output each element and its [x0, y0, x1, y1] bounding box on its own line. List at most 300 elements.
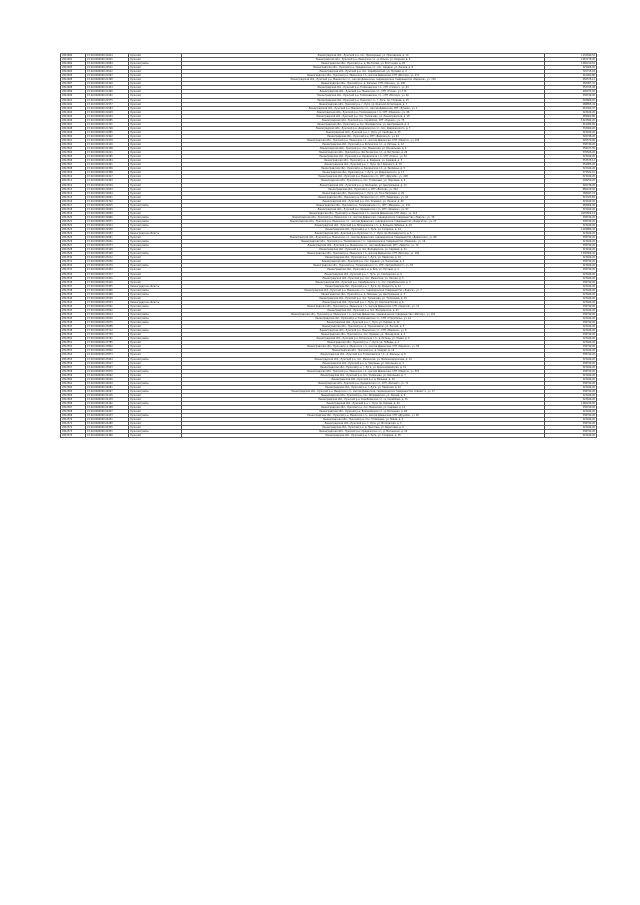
cadastral-number-cell: 47:29:0000000:21490: [86, 90, 129, 94]
row-number-cell: 2812539: [61, 292, 86, 296]
cadastral-value-cell: 323449,20: [545, 256, 597, 260]
district-cell: Лужский: [129, 410, 182, 414]
address-cell: Ленинградская обл., Лужский р-н, Толмачевское г.п., д. Жельцы, д. 8: [182, 353, 545, 357]
district-cell: Лужский: [129, 333, 182, 337]
district-cell: Лужский: [129, 70, 182, 74]
cadastral-number-cell: 47:29:0000000:21561: [86, 94, 129, 98]
address-cell: Ленинградская обл., Лужский р-н, д. Вяжище, д. 14: [182, 377, 545, 381]
row-number-cell: 2812511: [61, 179, 86, 183]
address-cell: Ленинградская обл., Лужский р-н, Волошовское с.п., д. Большое Забелье, д. 19: [182, 223, 545, 227]
address-cell: Ленинградская обл., Лужский р-н, Толмачевское г.п., СНТ «Мшинка», уч. 66: [182, 110, 545, 114]
address-cell: Ленинградская обл., Лужский р-н, Мшинское с.п., массив Дивенская, садоводческое товарищество «Метеор», уч. 102: [182, 313, 545, 317]
address-cell: Ленинградская обл., Лужский р-н, Волошовское с.п., д. Волошово, д. 48: [182, 410, 545, 414]
row-number-cell: 2812542: [61, 304, 86, 308]
address-cell: Ленинградская обл., Лужский р-н, г. Луга, ул. Красноармейская, д. 31: [182, 365, 545, 369]
cadastral-number-cell: 47:29:0000000:23688: [86, 325, 129, 329]
district-cell: Лужский район: [129, 317, 182, 321]
cadastral-number-cell: 47:29:0000000:22930: [86, 228, 129, 232]
district-cell: Лужский: [129, 191, 182, 195]
cadastral-number-cell: 47:29:0000000:23970: [86, 369, 129, 373]
address-cell: Ленинградская обл., Лужский р-н, Толмачевское г.п., СНТ «Восход», уч. 40: [182, 94, 545, 98]
district-cell: Лужский район: [129, 337, 182, 341]
cadastral-value-cell: 326748,20: [545, 183, 597, 187]
district-cell: Лужский: [129, 147, 182, 151]
address-cell: Ленинградская обл., Лужский р-н, Мшинское с.п., массив Дивенская, СНТ «Дружба», уч. 90: [182, 414, 545, 418]
address-cell: Ленинградская обл., Лужский р-н, пос. Толмачево, ул. Парковая, д. 6: [182, 179, 545, 183]
cadastral-number-cell: 47:29:0000000:23712: [86, 329, 129, 333]
cadastral-number-cell: 47:29:0000000:22198: [86, 147, 129, 151]
district-cell: Лужский район: [129, 402, 182, 406]
row-number-cell: 2812508: [61, 167, 86, 171]
row-number-cell: 2812552: [61, 345, 86, 349]
cadastral-number-cell: 47:29:0000000:22691: [86, 195, 129, 199]
row-number-cell: 2812541: [61, 300, 86, 304]
cadastral-value-cell: 323449,20: [545, 175, 597, 179]
district-cell: Лужский: [129, 78, 182, 82]
cadastral-value-cell: 661302,47: [545, 106, 597, 110]
address-cell: Ленинградская обл., Лужский р-н, Толмачевское г.п., СНТ «Мшинка», уч. 231: [182, 203, 545, 207]
row-number-cell: 2812550: [61, 337, 86, 341]
address-cell: Ленинградская обл., Лужский р-н, Мшинское с.п., массив Дивенская, СНТ «Березка», уч. 58: [182, 345, 545, 349]
cadastral-number-cell: 47:29:0000000:22957: [86, 232, 129, 236]
district-cell: Лужский: [129, 325, 182, 329]
row-number-cell: 2812491: [61, 98, 86, 102]
cadastral-value-cell: 1260240,00: [545, 402, 597, 406]
address-cell: Ленинградская обл., Лужский р-н, г. Луга, ул. Дзержинского, д. 17: [182, 171, 545, 175]
address-cell: Ленинградская обл., Лужский р-н, Толмачевское г.п., СНТ «Автомобилист», уч. 55: [182, 264, 545, 268]
address-cell: Ленинградская обл., Лужский р-н, Мшинское с.п., СНТ «Тосна», уч. 174: [182, 90, 545, 94]
row-number-cell: 2812495: [61, 114, 86, 118]
cadastral-value-cell: 338749,20: [545, 244, 597, 248]
address-cell: Ленинградская обл., Лужский р-н, д. Волошово, ул. Центральная, д. 14: [182, 183, 545, 187]
cadastral-number-cell: 47:29:0000000:23761: [86, 337, 129, 341]
row-number-cell: 2812506: [61, 159, 86, 163]
district-cell: Лужский район: [129, 381, 182, 385]
address-cell: Ленинградская обл., Лужский р-н, Мшинское с.п., массив Дивенская, СНТ «Ладога», уч. 301: [182, 369, 545, 373]
address-cell: Ленинградская обл., Лужский р-н, Оредежское с.п., СНТ «Ключ», уч. 52: [182, 155, 545, 159]
cadastral-number-cell: 47:29:0000000:21434: [86, 86, 129, 90]
row-number-cell: 2812530: [61, 256, 86, 260]
row-number-cell: 2812559: [61, 373, 86, 377]
address-cell: Ленинградская обл., Лужский р-н, пос. Толмачево, ул. Новая, д. 2: [182, 418, 545, 422]
address-cell: Ленинградская обл., Лужский р-н, пос. Володарское, д. 21: [182, 308, 545, 312]
cadastral-value-cell: 338749,20: [545, 143, 597, 147]
cadastral-value-cell: 338749,20: [545, 333, 597, 337]
district-cell: Ленинградская область: [129, 232, 182, 236]
row-number-cell: 2812486: [61, 78, 86, 82]
cadastral-number-cell: 47:29:0000000:24081: [86, 385, 129, 389]
cadastral-number-cell: 47:29:0000000:23840: [86, 349, 129, 353]
cadastral-number-cell: 47:29:0000000:21575: [86, 98, 129, 102]
address-cell: Ленинградская обл., Лужский р-н, д. Пристань, ул. Береговая, д. 6: [182, 426, 545, 430]
cadastral-value-cell: 323449,20: [545, 240, 597, 244]
cadastral-value-cell: 338749,20: [545, 406, 597, 410]
row-number-cell: 2812502: [61, 143, 86, 147]
district-cell: Лужский: [129, 74, 182, 78]
cadastral-value-cell: 323449,20: [545, 155, 597, 159]
cadastral-number-cell: 47:29:0000000:24360: [86, 434, 129, 438]
district-cell: Лужский: [129, 179, 182, 183]
address-cell: Ленинградская обл., Лужский р-н, пос. Серебрянский, ул. Луговая, д. 4: [182, 70, 545, 74]
cadastral-value-cell: 323449,20: [545, 288, 597, 292]
cadastral-value-cell: 323449,20: [545, 337, 597, 341]
district-cell: Лужский: [129, 138, 182, 142]
row-number-cell: 2812527: [61, 244, 86, 248]
row-number-cell: 2812497: [61, 122, 86, 126]
address-cell: Ленинградская обл., Лужский р-н, г. Луга, ул. Кирова, д. 22: [182, 321, 545, 325]
address-cell: Ленинградская обл., Лужский р-н, д. Заклинье, ул. Школьная, д. 3: [182, 361, 545, 365]
district-cell: Лужский: [129, 341, 182, 345]
district-cell: Лужский: [129, 308, 182, 312]
cadastral-number-cell: 47:29:0000000:22368: [86, 171, 129, 175]
cadastral-value-cell: 1330560,41: [545, 252, 597, 256]
address-cell: Ленинградская обл., Лужский р-н, пос. Оредеж, ул. Пионерская, д. 2: [182, 333, 545, 337]
district-cell: Лужский: [129, 406, 182, 410]
cadastral-value-cell: 889129,92: [545, 187, 597, 191]
district-cell: Лужский: [129, 211, 182, 215]
district-cell: Лужский: [129, 296, 182, 300]
cadastral-value-cell: 323449,20: [545, 397, 597, 401]
cadastral-number-cell: 47:29:0000000:23073: [86, 244, 129, 248]
row-number-cell: 2812514: [61, 191, 86, 195]
address-cell: Ленинградская обл., Лужский р-н, Ретюнское с.п., д. Ретюнь, д. 12: [182, 143, 545, 147]
district-cell: Лужский: [129, 94, 182, 98]
row-number-cell: 2812487: [61, 82, 86, 86]
address-cell: Ленинградская обл., Лужский р-н, Толмачевское г.п., садоводческое товарищество «Мшинка», уч. 16: [182, 240, 545, 244]
cadastral-number-cell: 47:29:0000000:22871: [86, 219, 129, 223]
district-cell: Лужский район: [129, 244, 182, 248]
cadastral-value-cell: 1132590,53: [545, 54, 597, 58]
cadastral-number-cell: 47:29:0000000:23630: [86, 317, 129, 321]
district-cell: Лужский: [129, 110, 182, 114]
cadastral-number-cell: 47:29:0000000:23873: [86, 353, 129, 357]
row-number-cell: 2812490: [61, 94, 86, 98]
address-cell: Ленинградская обл., Лужский р-н, Оредежское с.п., СНТ «Оредеж», уч. 97: [182, 207, 545, 211]
row-number-cell: 2812546: [61, 321, 86, 325]
district-cell: Лужский: [129, 102, 182, 106]
district-cell: Лужский район: [129, 223, 182, 227]
cadastral-number-cell: 47:29:0000000:22417: [86, 175, 129, 179]
row-number-cell: 2812498: [61, 126, 86, 130]
row-number-cell: 2812534: [61, 272, 86, 276]
cadastral-value-cell: 768497,74: [545, 191, 597, 195]
cadastral-value-cell: 338749,20: [545, 345, 597, 349]
address-cell: Ленинградская обл., Лужский р-н, Мшинское с.п., массив Дивенская, садоводческое товарищество «Ладога», уч. 39: [182, 215, 545, 219]
cadastral-value-cell: 338749,20: [545, 389, 597, 393]
address-cell: Ленинградская обл., Лужский р-н, пос. Мшинская, ул. Вокзальная, д. 9: [182, 147, 545, 151]
cadastral-value-cell: 323449,20: [545, 325, 597, 329]
cadastral-value-cell: 323449,20: [545, 393, 597, 397]
district-cell: Лужский: [129, 163, 182, 167]
address-cell: Ленинградская обл., Лужский р-н, Мшинское с.п., массив Дивенская, садоводческое товарищество «Березка», уч. 139: [182, 78, 545, 82]
address-cell: Ленинградская обл., Лужский р-н, д. Каменка, ул. Садовая, д. 3: [182, 159, 545, 163]
cadastral-number-cell: 47:29:0000000:22815: [86, 203, 129, 207]
cadastral-value-cell: 288855,44: [545, 102, 597, 106]
cadastral-value-cell: 323449,20: [545, 296, 597, 300]
address-cell: Ленинградская обл., Лужский р-н, Ям-Тесовское с.п., д. Ям-Тесово, д. 26: [182, 151, 545, 155]
district-cell: Ленинградская область: [129, 284, 182, 288]
district-cell: Лужский: [129, 126, 182, 130]
cadastral-number-cell: 47:29:0000000:22702: [86, 199, 129, 203]
cadastral-number-cell: 47:29:0000000:21865: [86, 130, 129, 134]
cadastral-number-cell: 47:29:0000000:22913: [86, 223, 129, 227]
cadastral-value-cell: 450575,12: [545, 78, 597, 82]
cadastral-value-cell: 323449,20: [545, 264, 597, 268]
address-cell: Ленинградская обл., Лужский р-н, пос. Володарское, ул. Садовая, д. 11: [182, 248, 545, 252]
cadastral-value-cell: 323449,20: [545, 167, 597, 171]
address-cell: Ленинградская обл., Лужский р-н, г. Луга, ул. Московская, д. 3: [182, 422, 545, 426]
address-cell: Ленинградская обл., Лужский р-н, г. Луга, ул. Нарвская, д. 10: [182, 256, 545, 260]
cadastral-number-cell: 47:29:0000000:21902: [86, 134, 129, 138]
row-number-cell: 2812523: [61, 228, 86, 232]
cadastral-value-cell: 338749,20: [545, 304, 597, 308]
cadastral-number-cell: 47:29:0000000:22603: [86, 187, 129, 191]
cadastral-value-cell: 1322582,20: [545, 118, 597, 122]
cadastral-number-cell: 47:29:0000000:23256: [86, 260, 129, 264]
district-cell: Лужский: [129, 82, 182, 86]
district-cell: Лужский: [129, 353, 182, 357]
cadastral-number-cell: 47:29:0000000:23212: [86, 256, 129, 260]
row-number-cell: 2812521: [61, 219, 86, 223]
cadastral-value-cell: 323449,20: [545, 410, 597, 414]
district-cell: Лужский: [129, 199, 182, 203]
address-cell: Ленинградская обл., Лужский р-н, г. Луга, ул. Нарвская, д. 22: [182, 385, 545, 389]
address-cell: Ленинградская обл., Лужский р-н, г. Луга, ул. Смоленская, д. 9: [182, 272, 545, 276]
row-number-cell: 2812531: [61, 260, 86, 264]
address-cell: Ленинградская обл., Лужский р-н, Дзержинское с.п., пос. Дзержинского, д. 7: [182, 126, 545, 130]
row-number-cell: 2812500: [61, 134, 86, 138]
district-cell: Лужский район: [129, 369, 182, 373]
district-cell: Лужский район: [129, 321, 182, 325]
cadastral-number-cell: 47:29:0000000:21609: [86, 110, 129, 114]
cadastral-value-cell: 570526,20: [545, 151, 597, 155]
address-cell: Ленинградская обл., Лужский р-н, Мшинское с.п., массив Дивенская, СНТ «Энергия», уч. 12: [182, 304, 545, 308]
cadastral-value-cell: 338749,20: [545, 414, 597, 418]
row-number-cell: 2812543: [61, 308, 86, 312]
cadastral-value-cell: 2235562,19: [545, 211, 597, 215]
cadastral-number-cell: 47:29:0000000:23561: [86, 304, 129, 308]
cadastral-number-cell: 47:29:0000000:22840: [86, 211, 129, 215]
cadastral-number-cell: 47:29:0000000:24026: [86, 377, 129, 381]
cadastral-number-cell: 47:29:0000000:23785: [86, 341, 129, 345]
address-cell: Ленинградская обл., Лужский р-н, Ретюнское с.п., д. Ретюнь, ул. Новая, д. 6: [182, 337, 545, 341]
cadastral-number-cell: 47:29:0000000:24305: [86, 426, 129, 430]
address-cell: Ленинградская обл., Лужский р-н, г. Луга, пр. Урицкого, д. 12: [182, 284, 545, 288]
cadastral-value-cell: 354905,20: [545, 163, 597, 167]
district-cell: Лужский: [129, 280, 182, 284]
row-number-cell: 2812519: [61, 211, 86, 215]
address-cell: Ленинградская обл., Лужский р-н, Толмачевское г.п., СНТ «Строитель», уч. 14: [182, 317, 545, 321]
row-number-cell: 2812532: [61, 264, 86, 268]
address-cell: Ленинградская обл., Лужский р-н, СНТ «Березка-2», уч. 44: [182, 134, 545, 138]
address-cell: Ленинградская обл., Лужский р-н, Лужское г.п., г. Луга, пр. Володарского, д. 5: [182, 232, 545, 236]
cadastral-number-cell: 47:29:0000000:23739: [86, 333, 129, 337]
address-cell: Ленинградская обл., Лужский р-н, д. Бор, ул. Луговая, д. 2: [182, 268, 545, 272]
cadastral-number-cell: 47:29:0000000:24115: [86, 393, 129, 397]
address-cell: Ленинградская обл., Лужский р-н, пос. Володарское, ул. Центральная, д. 4: [182, 122, 545, 126]
row-number-cell: 2812537: [61, 284, 86, 288]
address-cell: Ленинградская обл., Лужский р-н, Мшинское с.п., СНТ «Дружба», уч. 218: [182, 175, 545, 179]
address-cell: Ленинградская обл., Лужский р-н, д. Пехенец, ул. Центральная, д. 3: [182, 292, 545, 296]
row-number-cell: 2812565: [61, 397, 86, 401]
cadastral-number-cell: 47:29:0000000:22120: [86, 143, 129, 147]
cadastral-value-cell: 323449,20: [545, 377, 597, 381]
district-cell: Лужский район: [129, 357, 182, 361]
row-number-cell: 2812536: [61, 280, 86, 284]
row-number-cell: 2812522: [61, 223, 86, 227]
cadastral-value-cell: 338749,20: [545, 313, 597, 317]
cadastral-number-cell: 47:29:0000000:24233: [86, 414, 129, 418]
cadastral-number-cell: 47:29:0000000:22265: [86, 155, 129, 159]
row-number-cell: 2812569: [61, 414, 86, 418]
cadastral-value-cell: 323449,20: [545, 276, 597, 280]
address-cell: Ленинградская обл., Лужский р-н, пос. Оредеж, ул. Некрасова, д. 4: [182, 260, 545, 264]
cadastral-number-cell: 47:29:0000000:21577: [86, 102, 129, 106]
address-cell: Ленинградская обл., Лужский р-н, Мшинское с.п., массив Дивенская, садоводческое товарищество «Дивенская», уч. 88: [182, 236, 545, 240]
cadastral-number-cell: 47:29:0000000:23675: [86, 321, 129, 325]
document-page: [60, 53, 595, 438]
cadastral-value-cell: 338749,20: [545, 236, 597, 240]
cadastral-value-cell: 323449,20: [545, 223, 597, 227]
district-cell: Лужский: [129, 155, 182, 159]
cadastral-value-cell: 323449,20: [545, 317, 597, 321]
district-cell: Лужский: [129, 134, 182, 138]
row-number-cell: 2812482: [61, 62, 86, 66]
row-number-cell: 2812526: [61, 240, 86, 244]
address-cell: Ленинградская обл., Лужский р-н, Оредежское с.п., СНТ «Рассвет», уч. 71: [182, 381, 545, 385]
row-number-cell: 2812556: [61, 361, 86, 365]
cadastral-value-cell: 520570,00: [545, 138, 597, 142]
district-cell: Лужский: [129, 167, 182, 171]
cadastral-value-cell: 323449,20: [545, 341, 597, 345]
row-number-cell: 2812524: [61, 232, 86, 236]
district-cell: Лужский: [129, 365, 182, 369]
cadastral-number-cell: 47:29:0000000:24097: [86, 389, 129, 393]
cadastral-value-cell: 353315,28: [545, 86, 597, 90]
cadastral-value-cell: 323449,20: [545, 434, 597, 438]
row-number-cell: 2812564: [61, 393, 86, 397]
district-cell: Лужский район: [129, 292, 182, 296]
district-cell: Лужский район: [129, 430, 182, 434]
cadastral-value-cell: 338749,20: [545, 369, 597, 373]
cadastral-value-cell: 323449,20: [545, 373, 597, 377]
row-number-cell: 2812561: [61, 381, 86, 385]
cadastral-value-cell: 373522,10: [545, 171, 597, 175]
district-cell: Лужский: [129, 86, 182, 90]
address-cell: Ленинградская обл., Лужский р-н, Оредежское с.п., пос. Оредеж, ул. Лесная, д. 8: [182, 66, 545, 70]
row-number-cell: 2812503: [61, 147, 86, 151]
cadastral-number-cell: 47:29:0000000:21583: [86, 106, 129, 110]
cadastral-number-cell: 47:29:0000000:24162: [86, 402, 129, 406]
cadastral-number-cell: 47:29:0000000:24049: [86, 381, 129, 385]
cadastral-number-cell: 47:29:0000000:22991: [86, 236, 129, 240]
cadastral-value-cell: 323449,20: [545, 207, 597, 211]
address-cell: Ленинградская обл., Лужский р-н, Мшинское с.п., массив Дивенская, СНТ «Ладога», уч. 72: [182, 244, 545, 248]
address-cell: Ленинградская обл., Лужский р-н, г. Луга, пр. Кирова, д. 44: [182, 402, 545, 406]
row-number-cell: 2812528: [61, 248, 86, 252]
address-cell: Ленинградская обл., Лужский р-н, г. Луга, ул. Победы, д. 4: [182, 341, 545, 345]
row-number-cell: 2812510: [61, 175, 86, 179]
cadastral-number-cell: 47:29:0000000:21097: [86, 74, 129, 78]
address-cell: Ленинградская обл., Лужский р-н, Мшинское с.п., массив Дивенская, садоводческое товарищество «Связист», уч. 17: [182, 389, 545, 393]
cadastral-value-cell: 725715,18: [545, 70, 597, 74]
cadastral-number-cell: 47:29:0000000:22829: [86, 207, 129, 211]
row-number-cell: 2812545: [61, 317, 86, 321]
cadastral-number-cell: 47:29:0000000:24002: [86, 373, 129, 377]
district-cell: Лужский район: [129, 288, 182, 292]
address-cell: Ленинградская обл., Лужский р-н, д. Заполье, СНТ «Лесное», уч. 295: [182, 82, 545, 86]
district-cell: Лужский район: [129, 329, 182, 333]
row-number-cell: 2812568: [61, 410, 86, 414]
address-cell: Ленинградская обл., Лужский р-н, Серебрянское с.п., пос. Серебрянский, д. 3: [182, 280, 545, 284]
cadastral-value-cell: 338749,20: [545, 94, 597, 98]
cadastral-value-cell: 323449,20: [545, 284, 597, 288]
cadastral-value-cell: 1467178,20: [545, 58, 597, 62]
cadastral-number-cell: 47:29:0000000:24207: [86, 410, 129, 414]
address-cell: Ленинградская обл., Лужский р-н, д. Торошковичи, ул. Лесная, д. 5: [182, 325, 545, 329]
row-number-cell: 2812566: [61, 402, 86, 406]
district-cell: Лужский район: [129, 304, 182, 308]
row-number-cell: 2812488: [61, 86, 86, 90]
row-number-cell: 2812547: [61, 325, 86, 329]
cadastral-number-cell: 47:29:0000000:23041: [86, 240, 129, 244]
row-number-cell: 2812520: [61, 215, 86, 219]
cadastral-number-cell: 47:29:0000000:21799: [86, 126, 129, 130]
row-number-cell: 2812570: [61, 418, 86, 422]
address-cell: Ленинградская обл., Лужский р-н, г. Луга, ул. Гагарина, д. 14: [182, 228, 545, 232]
address-cell: Ленинградская обл., Лужский р-н, Мшинское с.п., массив Дивенская, СНТ «Бор», уч. 114: [182, 211, 545, 215]
cadastral-number-cell: 47:29:0000000:24251: [86, 418, 129, 422]
cadastral-value-cell: 323449,20: [545, 357, 597, 361]
address-cell: Ленинградская обл., Лужский р-н, СНТ «Восход», уч. 322: [182, 187, 545, 191]
district-cell: Лужский район: [129, 252, 182, 256]
district-cell: Лужский район: [129, 203, 182, 207]
row-number-cell: 2812518: [61, 207, 86, 211]
address-cell: Ленинградская обл., Лужский р-н, пос. Толмачево, ул. Толмачева, д. 19: [182, 296, 545, 300]
row-number-cell: 2812563: [61, 389, 86, 393]
district-cell: Лужский: [129, 130, 182, 134]
district-cell: Лужский: [129, 98, 182, 102]
address-cell: Ленинградская обл., Лужский р-н, пос. Толмачево, ул. Ленинградская, д. 18: [182, 114, 545, 118]
row-number-cell: 2812493: [61, 106, 86, 110]
cadastral-value-cell: 1360210,52: [545, 62, 597, 66]
address-cell: Ленинградская обл., Лужский р-н, д. Смерди, д. 12: [182, 349, 545, 353]
cadastral-value-cell: 338749,20: [545, 430, 597, 434]
row-number-cell: 2812507: [61, 163, 86, 167]
cadastral-value-cell: 341265,69: [545, 122, 597, 126]
cadastral-value-cell: 323449,20: [545, 300, 597, 304]
cadastral-number-cell: 47:29:0000000:24331: [86, 430, 129, 434]
address-cell: Ленинградская обл., Лужский р-н, Мшинское с.п., массив Дивенская, СНТ «Восход», уч. 156: [182, 252, 545, 256]
cadastral-number-cell: 47:29:0000000:23279: [86, 264, 129, 268]
address-cell: Ленинградская обл., Лужский р-н, Мшинское с.п., садоводческое товарищество «Ладога», уч. 7: [182, 288, 545, 292]
district-cell: Лужский район: [129, 219, 182, 223]
row-number-cell: 2812485: [61, 74, 86, 78]
cadastral-number-cell: 47:29:0000000:20511: [86, 66, 129, 70]
cadastral-value-cell: 338749,20: [545, 260, 597, 264]
cadastral-number-cell: 47:29:0000000:24280: [86, 422, 129, 426]
cadastral-number-cell: 47:29:0000000:20512: [86, 70, 129, 74]
district-cell: Лужский: [129, 175, 182, 179]
row-number-cell: 2812571: [61, 422, 86, 426]
cadastral-value-cell: 338749,20: [545, 219, 597, 223]
row-number-cell: 2812499: [61, 130, 86, 134]
address-cell: Ленинградская обл., Лужский р-н, Лужское г.п., г. Луга, пр-т Кирова, д. 15: [182, 98, 545, 102]
cadastral-value-cell: 323449,20: [545, 272, 597, 276]
row-number-cell: 2812554: [61, 353, 86, 357]
district-cell: Лужский: [129, 268, 182, 272]
cadastral-value-cell: 338749,20: [545, 381, 597, 385]
